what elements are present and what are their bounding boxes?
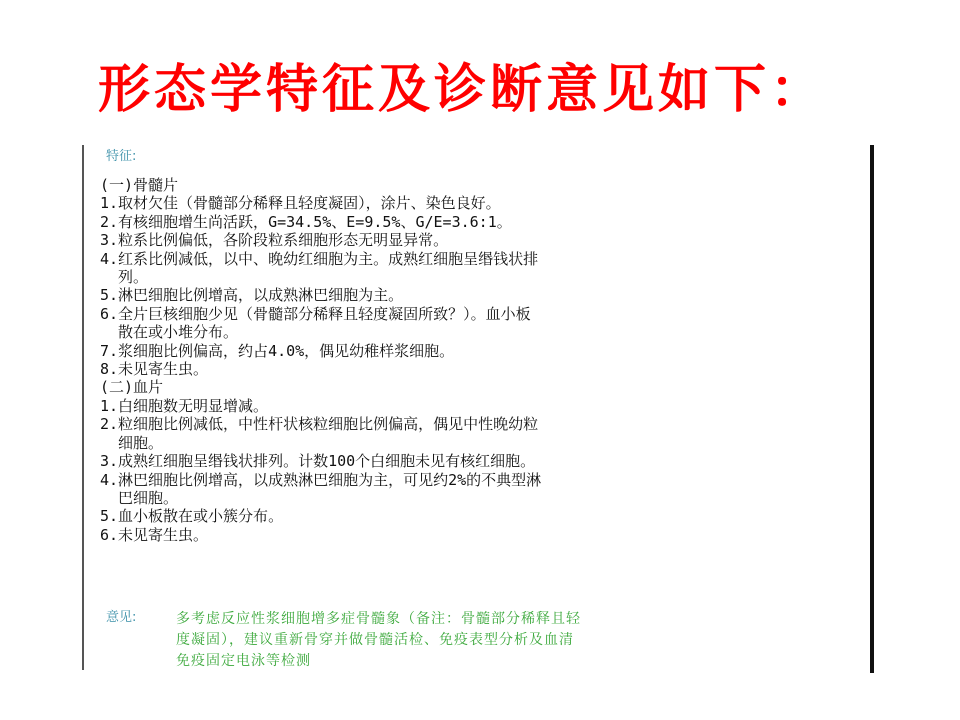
findings-line: 4.红系比例减低，以中、晚幼红细胞为主。成熟红细胞呈缗钱状排 (100, 249, 539, 268)
findings-line: 5.血小板散在或小簇分布。 (100, 507, 284, 526)
slide-title: 形态学特征及诊断意见如下： (98, 59, 827, 120)
findings-list (100, 176, 800, 544)
findings-line: 散在或小堆分布。 (100, 323, 239, 342)
findings-line: 5.淋巴细胞比例增高，以成熟淋巴细胞为主。 (100, 286, 404, 305)
findings-line: 3.粒系比例偏低，各阶段粒系细胞形态无明显异常。 (100, 231, 449, 250)
findings-line: 4.淋巴细胞比例增高，以成熟淋巴细胞为主，可见约2%的不典型淋 (100, 470, 542, 489)
findings-line: 3.成熟红细胞呈缗钱状排列。计数100个白细胞未见有核红细胞。 (100, 452, 536, 471)
findings-line: 列。 (100, 268, 149, 287)
findings-line: (一)骨髓片 (100, 176, 179, 194)
findings-line: 巴细胞。 (100, 488, 179, 507)
findings-line: 2.粒细胞比例减低，中性杆状核粒细胞比例偏高，偶见中性晚幼粒 (100, 415, 539, 434)
findings-line: 细胞。 (100, 433, 164, 452)
opinion-label: 意见: (106, 610, 137, 625)
findings-line: 8.未见寄生虫。 (100, 360, 209, 379)
report-left-border (82, 145, 84, 670)
findings-line: 6.未见寄生虫。 (100, 525, 209, 544)
findings-line: 1.白细胞数无明显增减。 (100, 396, 269, 415)
opinion-line: 多考虑反应性浆细胞增多症骨髓象（备注：骨髓部分稀释且轻 (176, 611, 581, 627)
findings-line: (二)血片 (100, 378, 164, 397)
opinion-line: 度凝固），建议重新骨穿并做骨髓活检、免疫表型分析及血清 (176, 632, 574, 648)
findings-line: 6.全片巨核细胞少见（骨髓部分稀释且轻度凝固所致？）。血小板 (100, 304, 531, 323)
opinion-line: 免疫固定电泳等检测 (176, 653, 311, 669)
findings-line: 7.浆细胞比例偏高，约占4.0%，偶见幼稚样浆细胞。 (100, 341, 455, 360)
features-label: 特征: (106, 149, 137, 164)
opinion-text (176, 609, 816, 672)
findings-line: 2.有核细胞增生尚活跃，G=34.5%、E=9.5%、G/E=3.6:1。 (100, 212, 512, 231)
report-right-border (870, 145, 874, 673)
findings-line: 1.取材欠佳（骨髓部分稀释且轻度凝固），涂片、染色良好。 (100, 194, 501, 213)
